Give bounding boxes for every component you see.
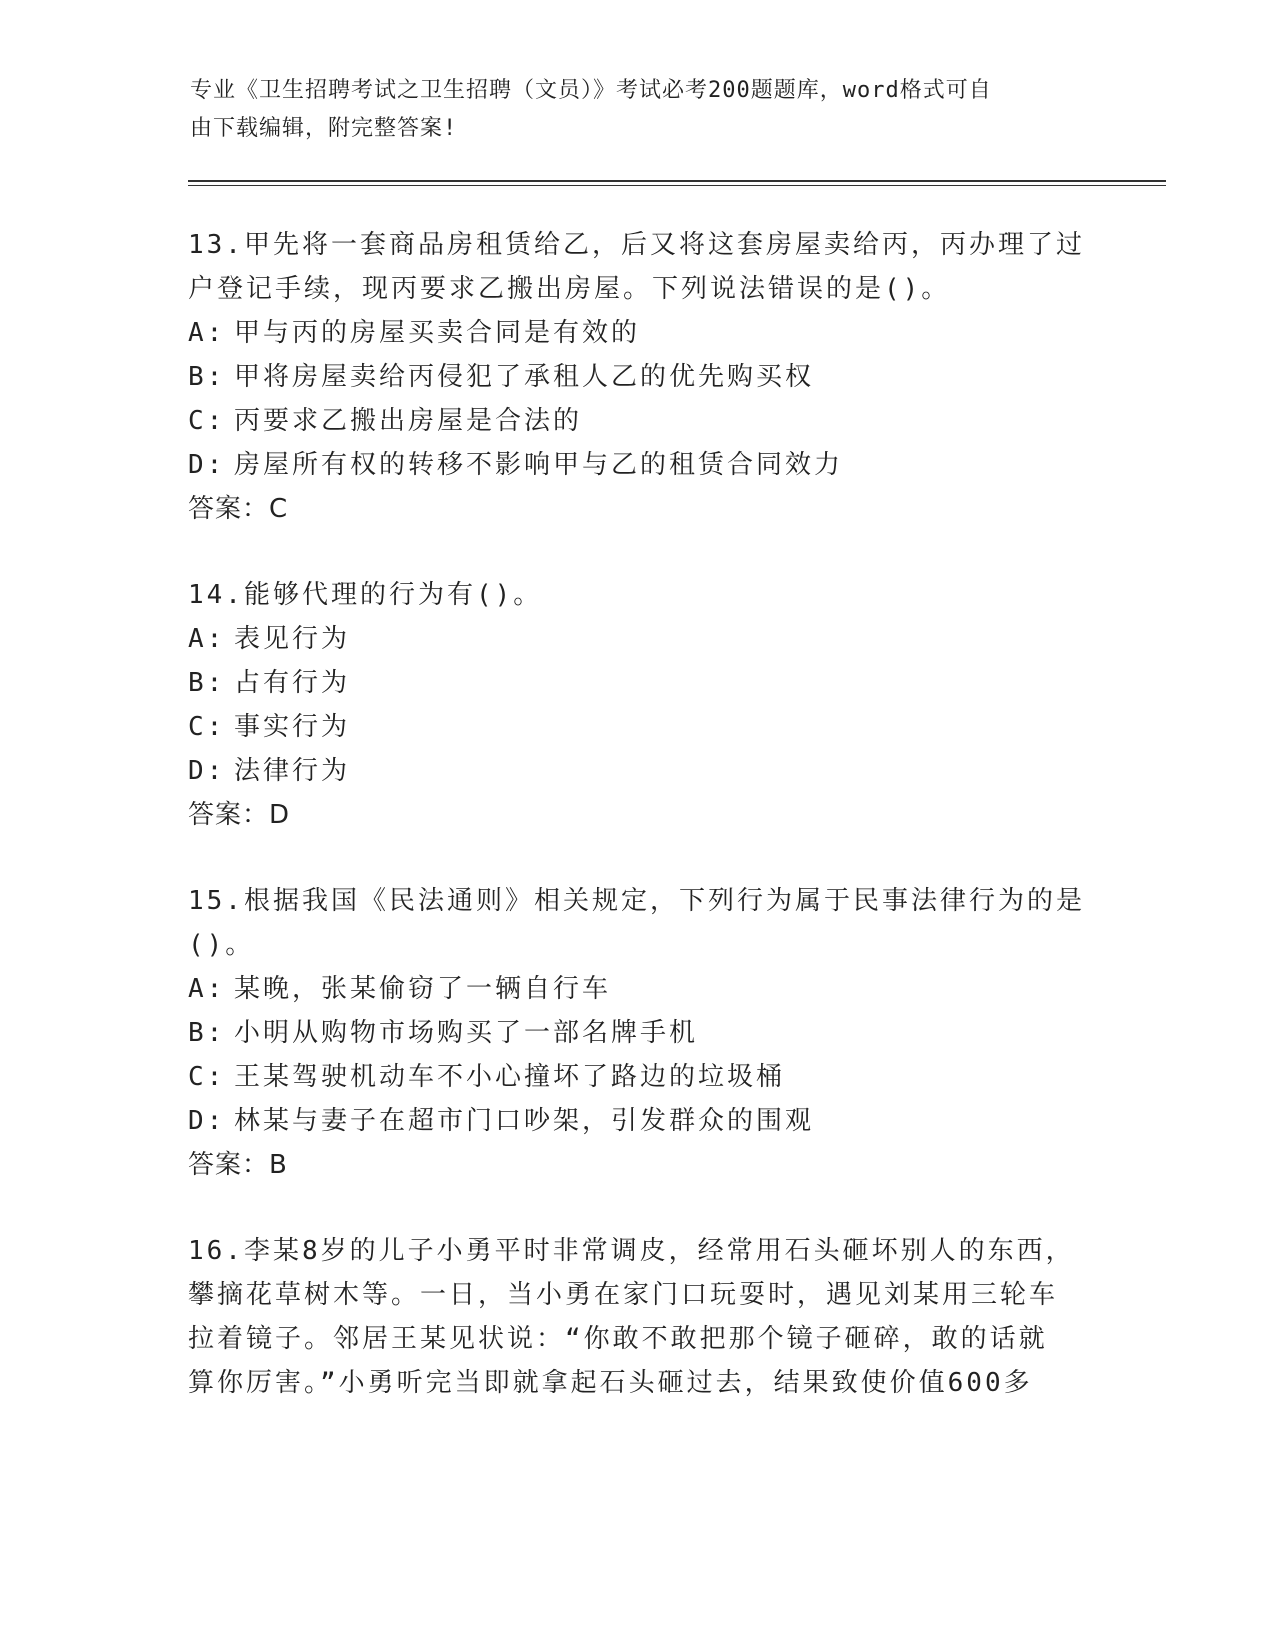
option-d: [188, 1101, 1088, 1141]
question-stem-line: 14.能够代理的行为有()。: [188, 580, 543, 610]
answer-value: D: [269, 800, 291, 830]
question-stem-line: 15.根据我国《民法通则》相关规定，下列行为属于民事法律行为的是: [188, 886, 1085, 916]
option-text: 王某驾驶机动车不小心撞坏了路边的垃圾桶: [234, 1062, 786, 1092]
option-d: [188, 751, 1088, 791]
answer-line: [188, 489, 288, 529]
option-a: [188, 969, 1088, 1009]
option-text: 表见行为: [234, 624, 351, 654]
option-a: [188, 313, 1088, 353]
option-key: A:: [188, 624, 226, 654]
question-stem-line: 拉着镜子。邻居王某见状说：“你敢不敢把那个镜子砸碎，敢的话就: [188, 1324, 1048, 1354]
option-key: A:: [188, 974, 226, 1004]
option-a: [188, 619, 1088, 659]
option-key: B:: [188, 362, 226, 392]
header-divider-bottom: [188, 185, 1166, 186]
header-line-1: 专业《卫生招聘考试之卫生招聘（文员）》考试必考200题题库，word格式可自: [190, 78, 992, 103]
option-key: D:: [188, 450, 226, 480]
option-key: C:: [188, 712, 226, 742]
option-key: A:: [188, 318, 226, 348]
option-text: 某晚，张某偷窃了一辆自行车: [234, 974, 612, 1004]
option-d: [188, 445, 1088, 485]
document-header: [190, 72, 1090, 148]
answer-label: 答案：: [188, 800, 270, 830]
question-stem-line: 户登记手续，现丙要求乙搬出房屋。下列说法错误的是()。: [188, 274, 951, 304]
answer-line: [188, 795, 290, 835]
answer-label: 答案：: [188, 494, 270, 524]
option-text: 林某与妻子在超市门口吵架，引发群众的围观: [234, 1106, 815, 1136]
option-text: 占有行为: [234, 668, 351, 698]
option-b: [188, 357, 1088, 397]
header-line-2: 由下载编辑，附完整答案!: [190, 116, 458, 141]
question-stem-line: ()。: [188, 930, 255, 960]
option-b: [188, 1013, 1088, 1053]
option-key: B:: [188, 1018, 226, 1048]
option-c: [188, 707, 1088, 747]
question-stem-line: 攀摘花草树木等。一日，当小勇在家门口玩耍时，遇见刘某用三轮车: [188, 1280, 1059, 1310]
answer-label: 答案：: [188, 1150, 270, 1180]
option-key: C:: [188, 406, 226, 436]
option-text: 丙要求乙搬出房屋是合法的: [234, 406, 583, 436]
answer-line: [188, 1145, 288, 1185]
header-divider-top: [188, 180, 1166, 182]
option-c: [188, 1057, 1088, 1097]
option-text: 法律行为: [234, 756, 351, 786]
answer-value: B: [269, 1150, 288, 1180]
question-stem-line: 16.李某8岁的儿子小勇平时非常调皮，经常用石头砸坏别人的东西，: [188, 1236, 1075, 1266]
option-c: [188, 401, 1088, 441]
option-text: 甲将房屋卖给丙侵犯了承租人乙的优先购买权: [234, 362, 815, 392]
option-key: D:: [188, 756, 226, 786]
option-key: D:: [188, 1106, 226, 1136]
question-stem-line: 算你厉害。”小勇听完当即就拿起石头砸过去，结果致使价值600多: [188, 1368, 1033, 1398]
option-text: 事实行为: [234, 712, 351, 742]
answer-value: C: [269, 494, 289, 524]
option-b: [188, 663, 1088, 703]
question-stem-line: 13.甲先将一套商品房租赁给乙，后又将这套房屋卖给丙，丙办理了过: [188, 230, 1085, 260]
option-key: B:: [188, 668, 226, 698]
option-text: 房屋所有权的转移不影响甲与乙的租赁合同效力: [234, 450, 844, 480]
option-text: 小明从购物市场购买了一部名牌手机: [234, 1018, 699, 1048]
option-text: 甲与丙的房屋买卖合同是有效的: [234, 318, 641, 348]
option-key: C:: [188, 1062, 226, 1092]
